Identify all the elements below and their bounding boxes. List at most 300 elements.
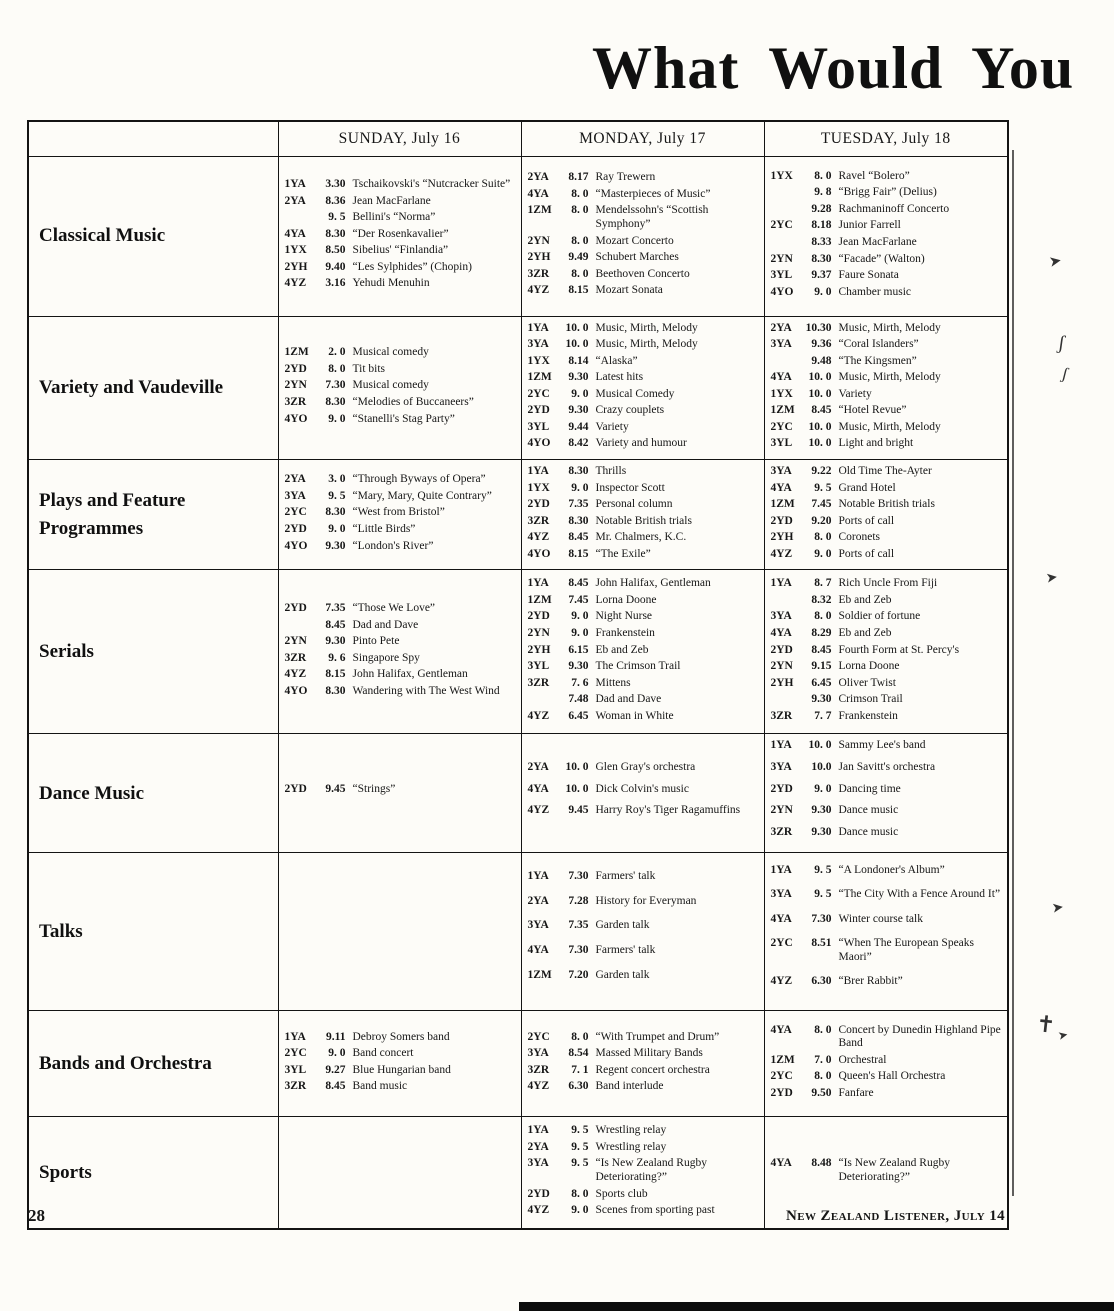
programme-time: 9.50 (811, 1087, 832, 1100)
station-code: 2YD (527, 404, 550, 417)
programme-time: 8. 0 (571, 234, 589, 247)
programme-entry (771, 913, 1003, 927)
station-code: 3ZR (770, 825, 793, 838)
station-code: 3YL (527, 660, 550, 673)
station-code: 2YC (770, 219, 793, 232)
programme-title: Tschaikovski's “Nutcracker Suite” (352, 178, 511, 191)
programme-title: Beethoven Concerto (595, 267, 690, 280)
station-code: 2YC (527, 387, 550, 400)
programme-time: 7.30 (811, 912, 832, 925)
station-code: 1YA (527, 321, 549, 334)
programme-entry (285, 413, 516, 427)
programme-title: Wrestling relay (595, 1124, 667, 1137)
programme-time: 10. 0 (808, 437, 832, 450)
programme-time: 6.45 (568, 709, 589, 722)
station-code: 2YC (770, 420, 793, 433)
programme-time: 9.27 (325, 1063, 346, 1076)
programme-title: Faure Sonata (838, 269, 899, 282)
pen-mark-icon: ✝ (1034, 1011, 1057, 1038)
station-code: 3YA (770, 760, 792, 773)
programme-time: 9.45 (325, 782, 346, 795)
programme-time: 8.45 (568, 577, 589, 590)
programme-title: Dance music (838, 804, 899, 817)
programme-entry (771, 1054, 1003, 1068)
station-code (771, 203, 802, 217)
station-code: 4YA (284, 227, 306, 240)
programme-entry (528, 531, 759, 545)
programme-title: Music, Mirth, Melody (838, 420, 941, 433)
programme-title: Dad and Dave (595, 693, 662, 706)
programme-time: 10.0 (811, 760, 832, 773)
programme-title: Fourth Form at St. Percy's (838, 643, 960, 656)
programme-entry (528, 404, 759, 418)
programme-entry (528, 969, 759, 983)
programme-time: 9. 0 (328, 522, 346, 535)
station-code: 1YA (527, 1124, 549, 1137)
station-code: 4YA (770, 481, 792, 494)
programme-time: 10. 0 (565, 782, 589, 795)
day-cell (521, 853, 764, 1011)
day-cell (278, 156, 521, 316)
programme-entry (771, 404, 1003, 418)
programme-time: 10. 0 (565, 760, 589, 773)
programme-entry (771, 498, 1003, 512)
day-cell (764, 1011, 1008, 1117)
station-code: 1YA (770, 863, 792, 876)
station-code: 3YA (527, 338, 549, 351)
programme-time: 9. 5 (814, 888, 832, 901)
programme-entry (771, 338, 1003, 352)
programme-title: Lorna Doone (595, 593, 657, 606)
programme-time: 6.30 (811, 975, 832, 988)
day-cell (521, 460, 764, 570)
programme-time: 9.28 (811, 202, 832, 215)
programme-entry (285, 277, 516, 291)
day-cell (278, 1117, 521, 1229)
programme-time: 9.30 (568, 660, 589, 673)
programme-entry (771, 610, 1003, 624)
station-code: 1ZM (527, 204, 552, 217)
programme-entry (528, 677, 759, 691)
station-code: 3YA (284, 489, 306, 502)
programme-entry (528, 284, 759, 298)
programme-time: 9.40 (325, 260, 346, 273)
programme-title: Debroy Somers band (352, 1030, 450, 1043)
station-code: 2YD (527, 498, 550, 511)
programme-time: 9.45 (568, 804, 589, 817)
programme-entry (285, 211, 516, 225)
programme-title: “Facade” (Walton) (838, 252, 925, 265)
station-code: 3YL (527, 420, 550, 433)
station-code: 1YX (770, 169, 793, 182)
programme-title: Variety (838, 387, 872, 400)
category-label: Variety and Vaudeville (28, 316, 278, 460)
programme-entry (528, 1188, 759, 1202)
programme-time: 8. 0 (571, 187, 589, 200)
programme-entry (528, 1031, 759, 1045)
programme-time: 8.30 (325, 396, 346, 409)
programme-title: “A Londoner's Album” (838, 863, 945, 876)
programme-time: 9. 0 (328, 1047, 346, 1060)
programme-time: 8. 0 (328, 362, 346, 375)
programme-entry (528, 577, 759, 591)
station-code: 3YA (770, 465, 792, 477)
station-code: 4YA (770, 1023, 792, 1036)
programme-entry (771, 269, 1003, 283)
station-code: 2YN (527, 234, 550, 247)
programme-time: 10. 0 (565, 338, 589, 351)
programme-entry (528, 421, 759, 435)
programme-entry (528, 371, 759, 385)
programme-time: 8. 0 (814, 531, 832, 544)
station-code: 2YD (284, 782, 307, 795)
pen-mark-icon: ➤ (1045, 570, 1059, 587)
station-code: 1YA (284, 178, 306, 191)
programme-title: Crazy couplets (595, 404, 665, 417)
programme-title: Winter course talk (838, 912, 923, 925)
programme-entry (528, 548, 759, 562)
station-code: 1YA (284, 1030, 306, 1043)
station-code: 1YA (527, 870, 549, 883)
programme-time: 9. 5 (328, 211, 346, 224)
category-label: Talks (28, 853, 278, 1011)
programme-entry (285, 1080, 516, 1094)
programme-entry (528, 515, 759, 529)
programme-title: Woman in White (595, 709, 674, 722)
programme-title: “Stanelli's Stag Party” (352, 412, 455, 425)
day-cell (521, 316, 764, 460)
programme-time: 6.45 (811, 676, 832, 689)
category-label: Plays and Feature Programmes (28, 460, 278, 570)
programme-title: John Halifax, Gentleman (352, 668, 468, 681)
station-code: 3ZR (284, 396, 307, 409)
programme-title: Mozart Concerto (595, 234, 674, 247)
pen-mark-icon: ʃ (1056, 331, 1067, 355)
programme-title: Soldier of fortune (838, 610, 921, 623)
station-code: 4YO (284, 539, 308, 552)
programme-time: 9. 0 (571, 610, 589, 623)
programme-title: Mendelssohn's “Scottish Symphony” (595, 204, 709, 230)
category-label: Serials (28, 570, 278, 734)
station-code: 2YC (284, 506, 307, 519)
programme-time: 8.30 (325, 506, 346, 519)
station-code: 3ZR (527, 267, 550, 280)
programme-title: Wandering with The West Wind (352, 685, 500, 697)
programme-entry (528, 322, 759, 336)
programme-time: 7.28 (568, 894, 589, 907)
programme-entry (771, 644, 1003, 658)
station-code: 2YH (770, 676, 794, 689)
programme-entry (771, 203, 1003, 217)
day-cell (764, 156, 1008, 316)
programme-title: Old Time The-Ayter (838, 465, 932, 477)
programme-time: 8.54 (568, 1047, 589, 1060)
programme-title: Blue Hungarian band (352, 1063, 451, 1076)
station-code: 3YL (770, 437, 793, 450)
programme-title: “Those We Love” (352, 602, 436, 615)
programme-entry (528, 627, 759, 641)
programme-title: “Masterpieces of Music” (595, 187, 711, 200)
day-cell (521, 570, 764, 734)
programme-time: 8. 0 (814, 610, 832, 623)
programme-time: 9.30 (568, 371, 589, 384)
programme-entry (285, 228, 516, 242)
station-code: 2YH (770, 531, 794, 544)
programme-entry (771, 531, 1003, 545)
programme-entry (528, 268, 759, 282)
programme-title: Grand Hotel (838, 481, 896, 494)
station-code: 1YA (527, 577, 549, 590)
programme-title: Concert by Dunedin Highland Pipe Band (838, 1023, 1001, 1050)
programme-entry (528, 693, 759, 707)
programme-entry (285, 668, 516, 682)
category-row (28, 734, 1008, 853)
programme-entry (771, 371, 1003, 385)
programme-entry (771, 322, 1003, 336)
category-row (28, 316, 1008, 460)
programme-entry (528, 171, 759, 185)
station-code: 2YD (284, 362, 307, 375)
station-code: 3YA (527, 1157, 549, 1170)
day-header-monday: MONDAY, July 17 (521, 121, 764, 156)
programme-entry (771, 660, 1003, 674)
station-code: 2YN (770, 660, 793, 673)
programme-title: Coronets (838, 531, 881, 544)
programme-title: Music, Mirth, Melody (595, 338, 698, 351)
programme-time: 8.48 (811, 1157, 832, 1170)
programme-title: Music, Mirth, Melody (838, 321, 941, 334)
programme-time: 8.45 (568, 531, 589, 544)
programme-title: Jean MacFarlane (838, 236, 917, 248)
programme-entry (771, 937, 1003, 964)
programme-time: 9.30 (811, 693, 832, 706)
day-cell (278, 853, 521, 1011)
programme-entry (285, 379, 516, 393)
station-code: 2YN (770, 804, 793, 817)
station-code (771, 693, 802, 707)
programme-time: 9. 0 (571, 627, 589, 640)
programme-time: 8.45 (811, 404, 832, 417)
programme-entry (528, 660, 759, 674)
pen-mark-icon: ➤ (1051, 900, 1065, 917)
programme-time: 8.36 (325, 194, 346, 207)
programme-title: Yehudi Menuhin (352, 277, 430, 290)
programme-entry (285, 506, 516, 520)
station-code: 3YL (770, 269, 793, 282)
programme-entry (771, 710, 1003, 724)
programme-time: 7. 6 (571, 676, 589, 689)
programme-title: Garden talk (595, 919, 650, 932)
programme-entry (528, 594, 759, 608)
programme-time: 9. 8 (814, 186, 832, 199)
programme-entry (528, 944, 759, 958)
programme-entry (528, 895, 759, 909)
station-code: 1ZM (770, 404, 795, 417)
programme-entry (285, 635, 516, 649)
programme-title: Chamber music (838, 285, 911, 298)
programme-time: 8.15 (568, 547, 589, 560)
programme-time: 8.17 (568, 171, 589, 184)
programme-time: 6.30 (568, 1080, 589, 1093)
station-code: 2YA (284, 194, 306, 207)
programme-title: Notable British trials (838, 498, 935, 511)
programme-entry (771, 437, 1003, 451)
station-code: 4YA (527, 782, 549, 795)
programme-time: 9. 5 (571, 1124, 589, 1137)
programme-entry (285, 178, 516, 192)
programme-title: “Mary, Mary, Quite Contrary” (352, 489, 492, 502)
programme-title: Musical comedy (352, 346, 429, 359)
programme-title: “Is New Zealand Rugby Deteriorating?” (838, 1157, 950, 1183)
programme-entry (528, 710, 759, 724)
programme-time: 3.16 (325, 277, 346, 290)
programme-time: 7.45 (568, 593, 589, 606)
programme-entry (285, 473, 516, 487)
programme-time: 9. 5 (571, 1140, 589, 1153)
programme-entry (285, 619, 516, 633)
programme-time: 9. 0 (814, 782, 832, 795)
day-cell (278, 570, 521, 734)
programme-entry (528, 783, 759, 797)
programme-title: “London's River” (352, 539, 434, 552)
station-code (771, 355, 802, 369)
programme-time: 9.30 (568, 404, 589, 417)
station-code: 4YO (770, 285, 794, 298)
programme-time: 9.30 (811, 804, 832, 817)
programme-time: 10.30 (805, 321, 832, 334)
programme-entry (528, 804, 759, 818)
station-code: 2YC (770, 937, 793, 950)
programme-entry (528, 251, 759, 265)
programme-title: Thrills (595, 465, 627, 477)
programme-time: 7.20 (568, 968, 589, 981)
programme-time: 9. 0 (814, 547, 832, 560)
station-code: 1ZM (527, 593, 552, 606)
programme-time: 9. 0 (328, 412, 346, 425)
programme-time: 8. 0 (571, 267, 589, 280)
programme-time: 9.30 (811, 825, 832, 838)
station-code (771, 594, 802, 608)
programme-time: 9.22 (811, 465, 832, 477)
programme-time: 7.35 (568, 919, 589, 932)
station-code: 4YZ (527, 709, 550, 722)
programme-time: 9.48 (811, 354, 832, 367)
programme-time: 8.51 (811, 937, 832, 950)
programme-title: Lorna Doone (838, 660, 900, 673)
programme-entry (285, 685, 516, 699)
programme-title: “The Kingsmen” (838, 354, 917, 367)
station-code: 4YO (527, 437, 551, 450)
programme-entry (771, 594, 1003, 608)
programme-title: Garden talk (595, 968, 650, 981)
station-code: 1YA (527, 465, 549, 477)
programme-time: 9. 5 (814, 481, 832, 494)
day-cell (764, 316, 1008, 460)
station-code: 2YD (284, 602, 307, 615)
programme-title: Jan Savitt's orchestra (838, 760, 936, 773)
station-code: 3YA (770, 610, 792, 623)
programme-time: 8.30 (811, 252, 832, 265)
programme-entry (285, 1064, 516, 1078)
programme-entry (285, 244, 516, 258)
programme-title: Singapore Spy (352, 651, 420, 664)
programme-entry (285, 1031, 516, 1045)
station-code: 2YN (284, 379, 307, 392)
programme-entry (528, 610, 759, 624)
programme-entry (285, 1047, 516, 1061)
corner-cell (28, 121, 278, 156)
programme-title: History for Everyman (595, 894, 697, 907)
station-code: 3YA (527, 1047, 549, 1060)
programme-time: 8.18 (811, 219, 832, 232)
programme-time: 8.29 (811, 627, 832, 640)
station-code: 1ZM (527, 371, 552, 384)
programme-title: Inspector Scott (595, 481, 665, 494)
programme-time: 8. 0 (814, 1070, 832, 1083)
programme-entry (528, 761, 759, 775)
programme-time: 6.15 (568, 643, 589, 656)
programme-title: Scenes from sporting past (595, 1204, 715, 1217)
programme-schedule-table (27, 120, 1009, 1230)
programme-title: Mozart Sonata (595, 284, 663, 297)
programme-entry (771, 577, 1003, 591)
programme-time: 9. 5 (571, 1157, 589, 1170)
station-code: 1YA (770, 739, 792, 752)
programme-entry (771, 888, 1003, 902)
programme-time: 9.11 (326, 1030, 346, 1043)
page-fold-line (1012, 150, 1014, 1196)
programme-entry (771, 739, 1003, 753)
programme-entry (285, 783, 516, 797)
station-code (285, 619, 316, 633)
programme-time: 7.48 (568, 693, 589, 706)
programme-title: Musical comedy (352, 379, 429, 392)
station-code: 2YA (527, 1140, 549, 1153)
station-code: 1YA (770, 577, 792, 590)
station-code: 3YL (284, 1063, 307, 1076)
programme-title: Band interlude (595, 1080, 664, 1093)
programme-entry (285, 540, 516, 554)
station-code: 2YD (284, 522, 307, 535)
station-code: 4YO (527, 547, 551, 560)
programme-title: Variety and humour (595, 437, 687, 450)
programme-title: Wrestling relay (595, 1140, 667, 1153)
programme-title: “The Exile” (595, 547, 651, 560)
programme-title: Harry Roy's Tiger Ragamuffins (595, 804, 741, 817)
programme-entry (771, 1024, 1003, 1051)
programme-title: Music, Mirth, Melody (595, 321, 698, 334)
programme-entry (771, 1070, 1003, 1084)
day-header-sunday: SUNDAY, July 16 (278, 121, 521, 156)
programme-title: Sammy Lee's band (838, 739, 926, 752)
programme-title: Musical Comedy (595, 387, 675, 400)
programme-entry (528, 1064, 759, 1078)
programme-time: 10. 0 (808, 739, 832, 752)
category-row (28, 156, 1008, 316)
station-code (528, 693, 559, 707)
programme-title: John Halifax, Gentleman (595, 577, 711, 590)
programme-entry (528, 1157, 759, 1184)
programme-time: 9. 0 (571, 387, 589, 400)
station-code: 2YN (527, 627, 550, 640)
programme-time: 9. 5 (814, 863, 832, 876)
programme-time: 8.30 (568, 465, 589, 477)
programme-time: 9.30 (325, 635, 346, 648)
programme-time: 9.20 (811, 514, 832, 527)
programme-entry (771, 627, 1003, 641)
station-code: 2YD (770, 643, 793, 656)
programme-title: “Is New Zealand Rugby Deteriorating?” (595, 1157, 707, 1183)
